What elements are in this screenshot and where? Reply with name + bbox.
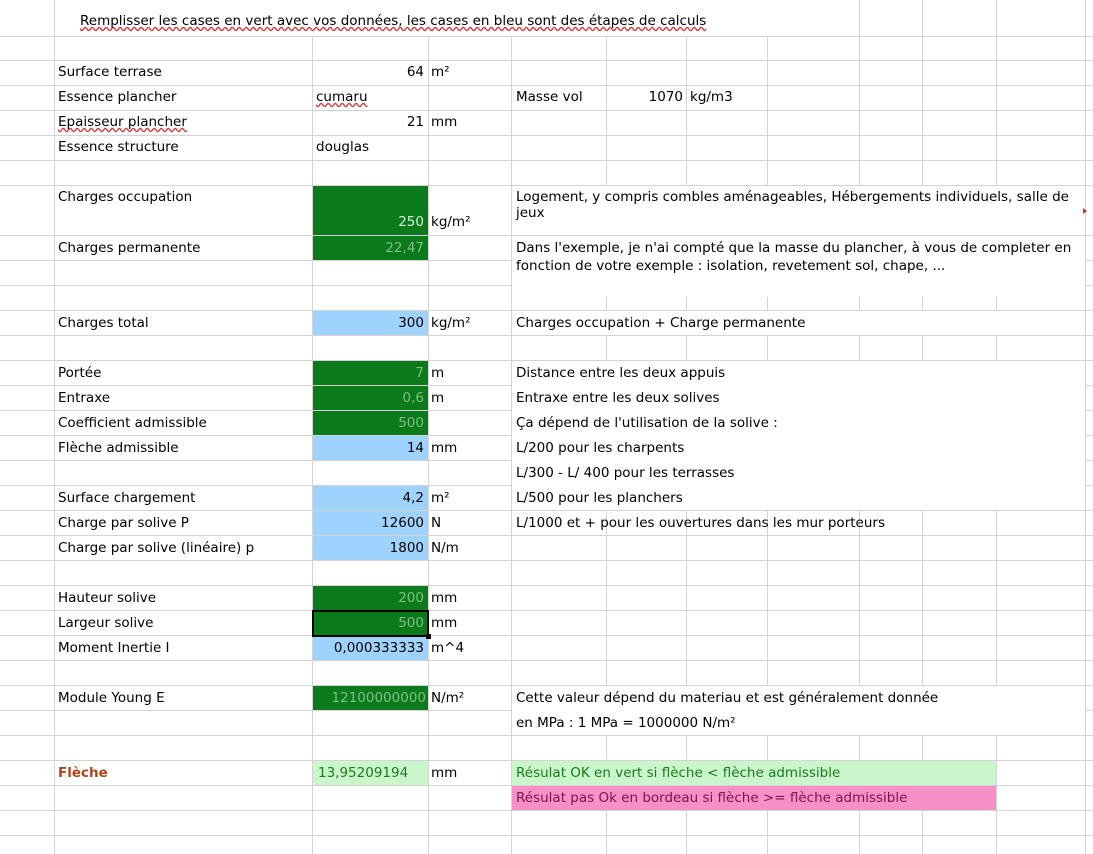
unit-module-young: N/m² <box>431 690 465 706</box>
unit-fleche: mm <box>431 765 458 781</box>
value-epaisseur-plancher[interactable]: 21 <box>406 114 424 130</box>
note-module-young-2: en MPa : 1 MPa = 1000000 N/m² <box>516 715 736 731</box>
unit-charges-occupation: kg/m² <box>431 214 471 230</box>
label-charges-occupation: Charges occupation <box>58 189 193 205</box>
value-moment[interactable]: 0,000333333 <box>333 640 424 656</box>
unit-portee: m <box>431 365 445 381</box>
intro-text: Remplisser les cases en vert avec vos données, les cases en bleu sont des étapes de calculs <box>80 13 707 29</box>
label-module-young: Module Young E <box>58 690 165 706</box>
label-surface-terrasse: Surface terrase <box>58 64 162 80</box>
label-charges-total: Charges total <box>58 315 149 331</box>
unit-moment: m^4 <box>431 640 465 656</box>
unit-surface-terrasse: m² <box>431 64 450 80</box>
unit-charge-lin: N/m <box>431 540 459 556</box>
label-masse-vol: Masse vol <box>516 89 583 105</box>
value-portee[interactable]: 7 <box>415 365 424 381</box>
label-charge-lin: Charge par solive (linéaire) p <box>58 540 255 556</box>
note-charpents: L/200 pour les charpents <box>516 440 685 456</box>
note-portee: Distance entre les deux appuis <box>516 365 726 381</box>
label-entraxe: Entraxe <box>58 390 111 406</box>
value-surface-chargement[interactable]: 4,2 <box>402 490 424 506</box>
label-fleche: Flèche <box>58 765 108 781</box>
label-fleche-admissible: Flèche admissible <box>58 440 179 456</box>
note-module-young-1: Cette valeur dépend du materiau et est généralement donnée <box>516 690 939 706</box>
ok-note: Résulat OK en vert si flèche < flèche admissible <box>516 765 841 781</box>
note-charges-total: Charges occupation + Charge permanente <box>516 315 806 331</box>
label-epaisseur-plancher: Epaisseur plancher <box>58 114 187 130</box>
value-charges-total[interactable]: 300 <box>398 315 424 331</box>
unit-charge-p: N <box>431 515 442 531</box>
unit-hauteur: mm <box>431 590 458 606</box>
fill-handle[interactable] <box>426 634 431 639</box>
note-coefficient: Ça dépend de l'utilisation de la solive : <box>516 415 778 431</box>
label-moment: Moment Inertie I <box>58 640 170 656</box>
value-module-young[interactable]: 12100000000 <box>331 690 426 706</box>
value-surface-terrasse[interactable]: 64 <box>406 64 424 80</box>
comment-indicator-icon[interactable] <box>1083 208 1087 214</box>
value-masse-vol[interactable]: 1070 <box>648 89 683 105</box>
label-largeur: Largeur solive <box>58 615 154 631</box>
value-essence-structure[interactable]: douglas <box>316 139 370 155</box>
label-hauteur: Hauteur solive <box>58 590 157 606</box>
label-charge-p: Charge par solive P <box>58 515 189 531</box>
value-fleche[interactable]: 13,95209194 <box>318 765 409 781</box>
label-surface-chargement: Surface chargement <box>58 490 196 506</box>
note-entraxe: Entraxe entre les deux solives <box>516 390 720 406</box>
label-essence-structure: Essence structure <box>58 139 179 155</box>
value-charge-p[interactable]: 12600 <box>381 515 424 531</box>
note-terrasses: L/300 - L/ 400 pour les terrasses <box>516 465 735 481</box>
value-charge-lin[interactable]: 1800 <box>389 540 424 556</box>
value-charges-occupation[interactable]: 250 <box>398 214 424 230</box>
label-essence-plancher: Essence plancher <box>58 89 177 105</box>
unit-fleche-admissible: mm <box>431 440 458 456</box>
unit-entraxe: m <box>431 390 445 406</box>
note-ouvertures: L/1000 et + pour les ouvertures dans les mur porteurs <box>516 515 885 531</box>
value-largeur[interactable]: 500 <box>398 615 424 631</box>
value-entraxe[interactable]: 0,6 <box>402 390 424 406</box>
label-portee: Portée <box>58 365 102 381</box>
ko-note: Résulat pas Ok en bordeau si flèche >= flèche admissible <box>516 790 908 806</box>
label-coefficient: Coefficient admissible <box>58 415 207 431</box>
note-planchers: L/500 pour les planchers <box>516 490 683 506</box>
value-essence-plancher[interactable]: cumaru <box>316 89 368 105</box>
unit-largeur: mm <box>431 615 458 631</box>
unit-masse-vol: kg/m3 <box>690 89 733 105</box>
value-coefficient[interactable]: 500 <box>398 415 424 431</box>
label-charges-permanente: Charges permanente <box>58 240 201 256</box>
value-fleche-admissible[interactable]: 14 <box>406 440 424 456</box>
value-hauteur[interactable]: 200 <box>398 590 424 606</box>
note-charges-occupation: Logement, y compris combles aménageables, Hébergements individuels, salle de jeux <box>516 189 1069 221</box>
unit-surface-chargement: m² <box>431 490 450 506</box>
unit-charges-total: kg/m² <box>431 315 471 331</box>
value-charges-permanente[interactable]: 22,47 <box>385 240 424 256</box>
note-charges-permanente: Dans l'exemple, je n'ai compté que la masse du plancher, à vous de completer en fonction de votre exemple : isolation, revetement sol, chape, ... <box>516 240 1072 274</box>
unit-epaisseur-plancher: mm <box>431 114 458 130</box>
